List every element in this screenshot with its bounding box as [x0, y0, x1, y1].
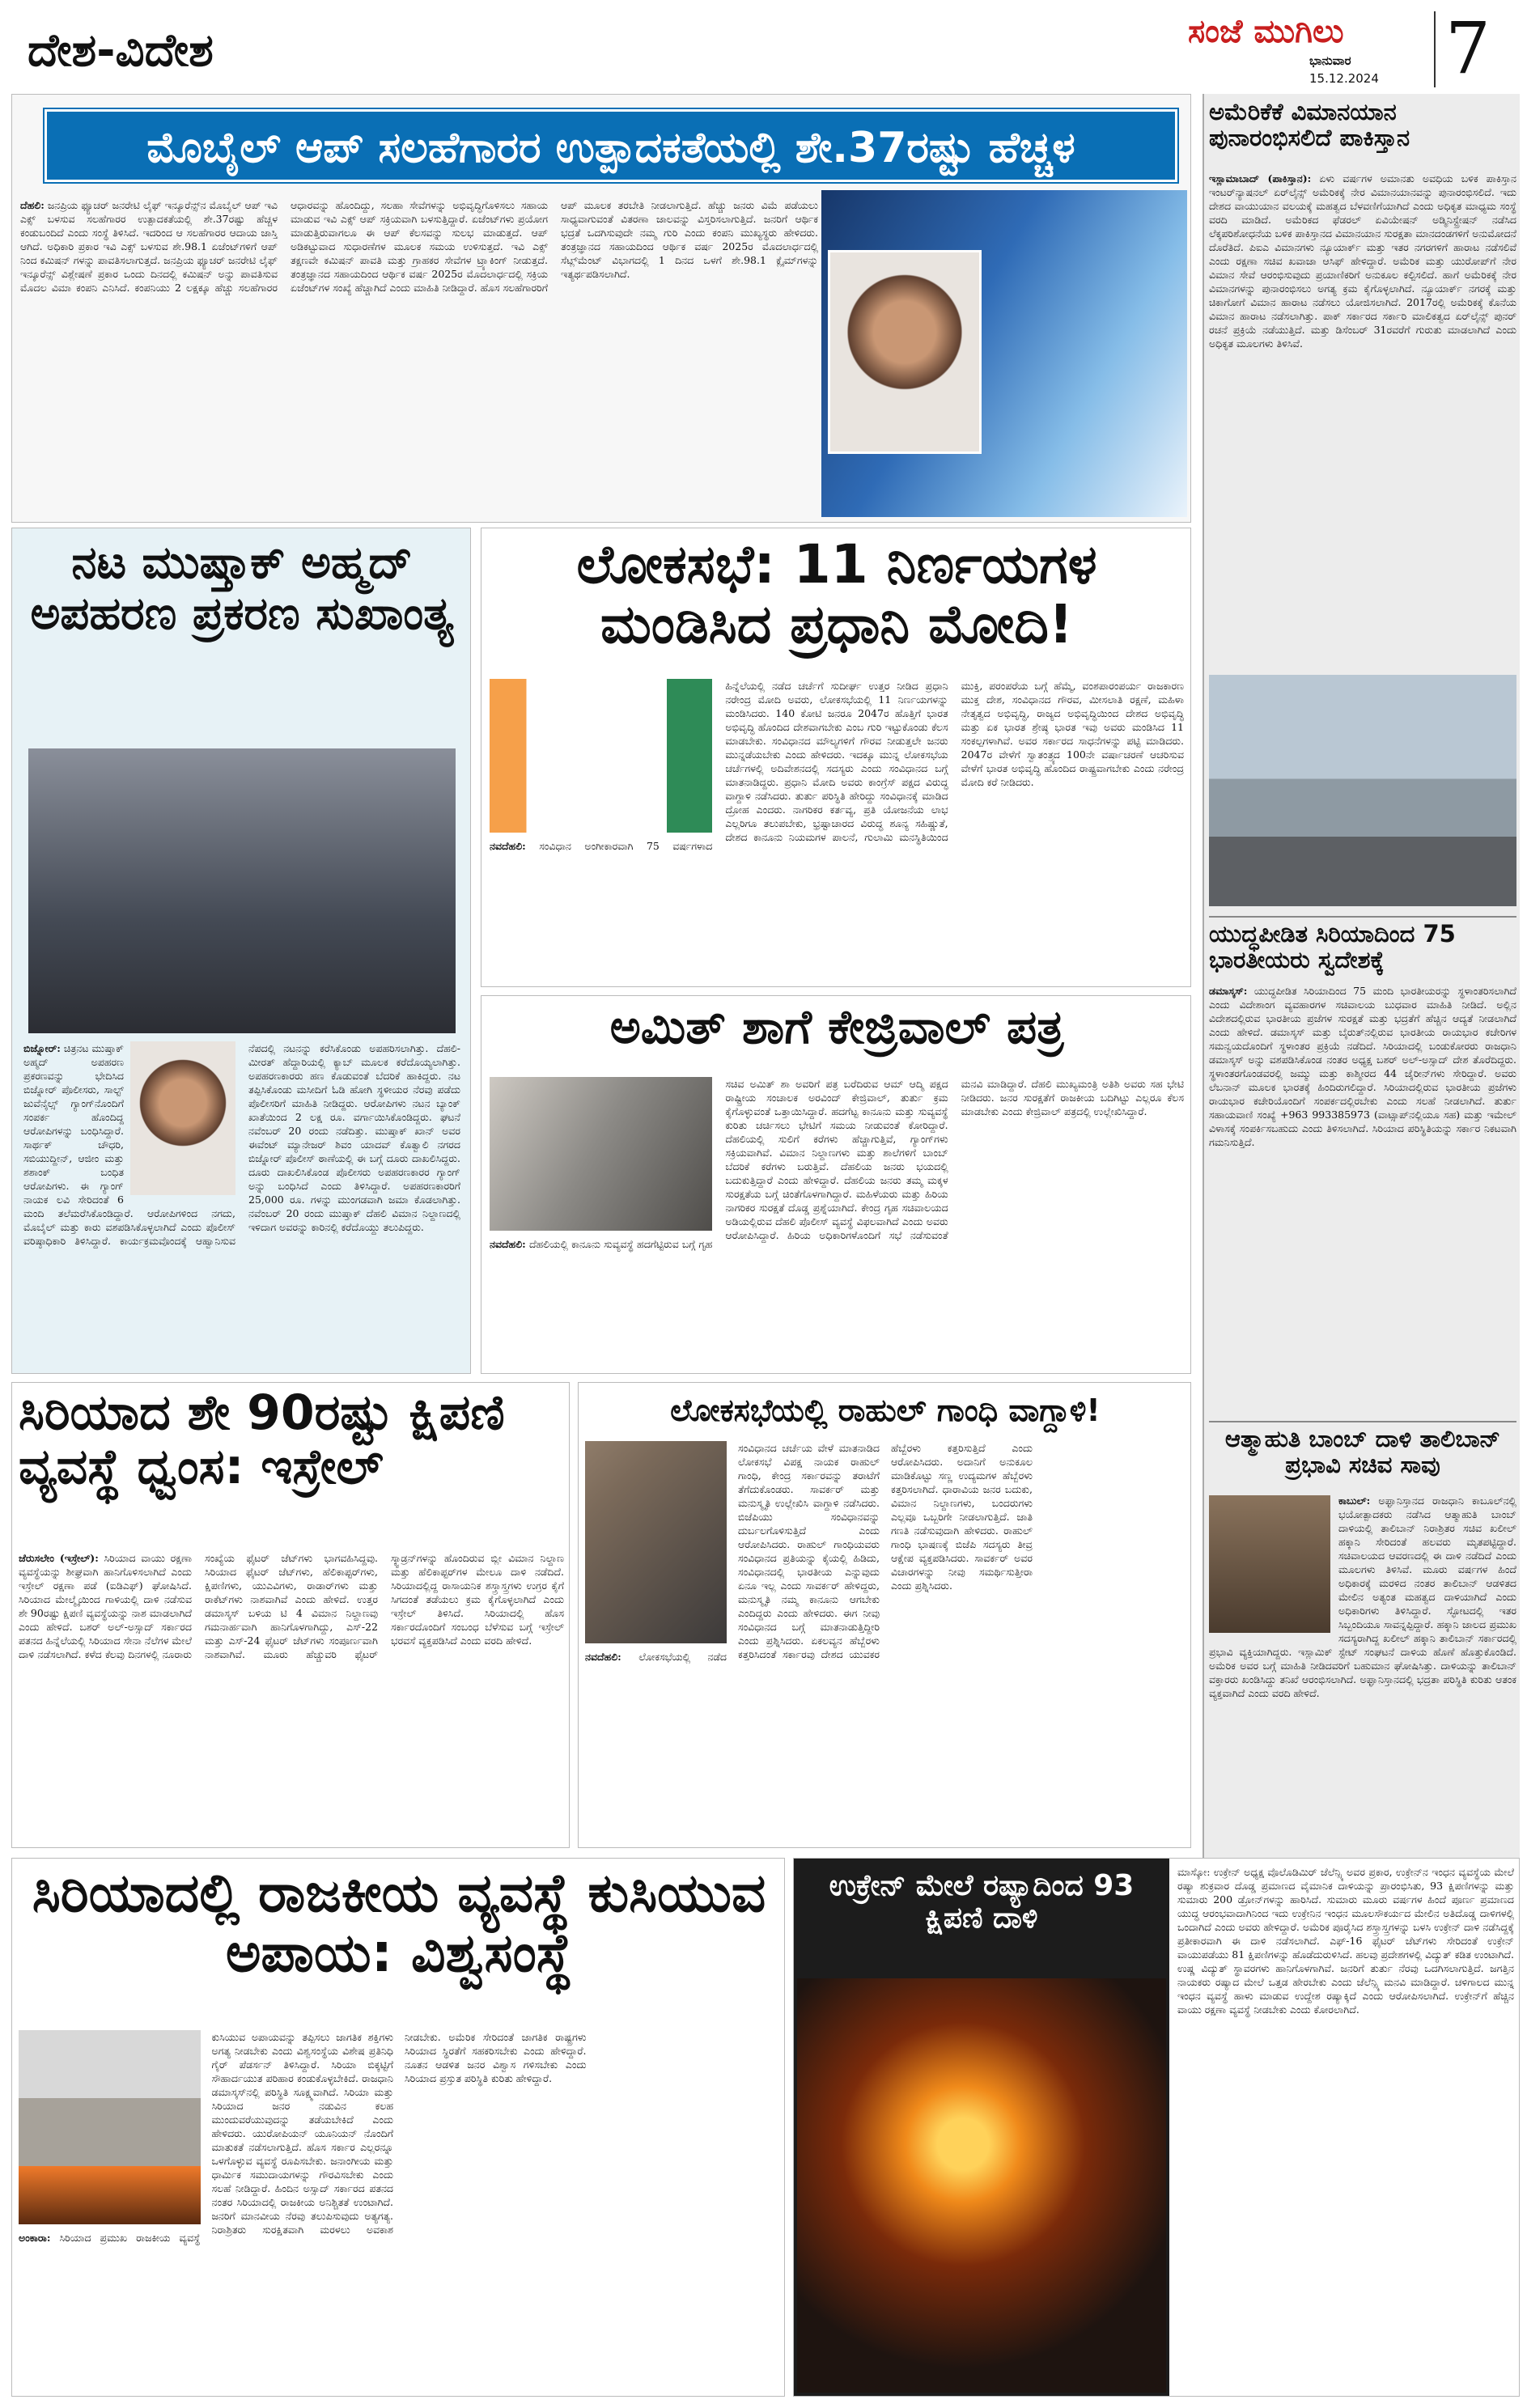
israel-body — [19, 1551, 564, 1842]
page-number: 7 — [1445, 6, 1491, 90]
headline-ukraine: ಉಕ್ರೇನ್ ಮೇಲೆ ರಷ್ಯಾದಿಂದ 93 ಕ್ಷಿಪಣಿ ದಾಳಿ — [829, 1870, 1135, 1935]
rahul-photo — [585, 1441, 727, 1643]
headline-un: ಸಿರಿಯಾದಲ್ಲಿ ರಾಜಕೀಯ ವ್ಯವಸ್ಥೆ ಕುಸಿಯುವ ಅಪಾಯ: ವಿಶ್ವಸಂಸ್ಥೆ — [32, 1863, 766, 1984]
dateline: ಕಾಬುಲ್: — [1338, 1494, 1371, 1507]
fire-photo — [797, 1978, 1166, 2393]
mushtaq-body — [23, 1041, 460, 1367]
sidebar — [1203, 94, 1520, 1858]
side-body-suicide — [1209, 1494, 1516, 1851]
side-body-syria — [1209, 984, 1516, 1413]
dateline: ನವದೆಹಲಿ: — [490, 840, 526, 852]
headline-israel: ಸಿರಿಯಾದ ಶೇ 90ರಷ್ಟು ಕ್ಷಿಪಣಿ ವ್ಯವಸ್ಥೆ ಧ್ವಂಸ: ಇಸ್ರೇಲ್ — [19, 1386, 505, 1496]
side-body-pakistan — [1209, 172, 1516, 667]
dateline: ಡಮಾಸ್ಕಸ್: — [1209, 985, 1248, 997]
story-israel — [11, 1382, 570, 1848]
minister-photo — [1209, 1495, 1330, 1633]
kejriwal-photo — [490, 1077, 712, 1231]
dateline: ಅಂಕಾರಾ: — [19, 2232, 51, 2244]
dateline: ನವದೆಹಲಿ: — [585, 1651, 621, 1663]
story-rahul — [578, 1382, 1191, 1848]
story-app — [11, 94, 1191, 523]
actor-photo — [130, 1041, 235, 1195]
section-title: ದೇಶ-ವಿದೇಶ — [28, 24, 214, 77]
rahul-text: ಲೋಕಸಭೆಯಲ್ಲಿ ನಡೆದ ಸಂವಿಧಾನದ ಚರ್ಚೆಯ ವೇಳೆ ಮಾತನಾಡಿದ ಲೋಕಸಭೆ ವಿಪಕ್ಷ ನಾಯಕ ರಾಹುಲ್ ಗಾಂಧಿ, ಕೇಂದ್ರ ಸರ್ಕಾರವನ್ನು ತರಾಟೆಗೆ ತೆಗೆದುಕೊಂಡರು. ಸಾವರ್ಕರ್ ಮತ್ತು ಮನುಸ್ಮೃತಿ ಉಲ್ಲೇಖಿಸಿ ವಾಗ್ದಾಳಿ ನಡೆಸಿದರು. ಬಿಜೆಪಿಯು ಸಂವಿಧಾನವನ್ನು ದುರ್ಬಲಗೊಳಿಸುತ್ತಿದೆ ಎಂದು ಆರೋಪಿಸಿದರು. ರಾಹುಲ್ ಗಾಂಧಿಯವರು ಸಂವಿಧಾನದ ಪ್ರತಿಯನ್ನು ಕೈಯಲ್ಲಿ ಹಿಡಿದು, ಸಂವಿಧಾನದಲ್ಲಿ ಭಾರತೀಯ ಎನ್ನುವುದು ಏನೂ ಇಲ್ಲ ಎಂದು ಸಾವರ್ಕರ್ ಹೇಳಿದ್ದರು, ಮನುಸ್ಮೃತಿ ನಮ್ಮ ಕಾನೂನು ಆಗಬೇಕು ಎಂದಿದ್ದರು ಎಂದು ಹೇಳಿದರು. ಈಗ ನೀವು ಸಂವಿಧಾನದ ಬಗ್ಗೆ ಮಾತನಾಡುತ್ತಿದ್ದೀರಿ ಎಂದು ಪ್ರಶ್ನಿಸಿದರು. ಏಕಲವ್ಯನ ಹೆಬ್ಬೆರಳು ಕತ್ತರಿಸಿದಂತೆ ಸರ್ಕಾರವು ದೇಶದ ಯುವಕರ ಹೆಬ್ಬೆರಳು ಕತ್ತರಿಸುತ್ತಿದೆ ಎಂದು ಆರೋಪಿಸಿದರು. ಅದಾನಿಗೆ ಅನುಕೂಲ ಮಾಡಿಕೊಟ್ಟು ಸಣ್ಣ ಉದ್ಯಮಗಳ ಹೆಬ್ಬೆರಳು ಕತ್ತರಿಸಲಾಗಿದೆ. ಧಾರಾವಿಯ ಜನರ ಬದುಕು, ವಿಮಾನ ನಿಲ್ದಾಣಗಳು, ಬಂದರುಗಳು ಎಲ್ಲವೂ ಒಬ್ಬರಿಗೇ ನೀಡಲಾಗುತ್ತಿದೆ. ಜಾತಿ ಗಣತಿ ನಡೆಸುವುದಾಗಿ ಹೇಳಿದರು. ರಾಹುಲ್ ಗಾಂಧಿ ಭಾಷಣಕ್ಕೆ ಬಿಜೆಪಿ ಸದಸ್ಯರು ತೀವ್ರ ಆಕ್ಷೇಪ ವ್ಯಕ್ತಪಡಿಸಿದರು. ಸಾವರ್ಕರ್ ಅವರ ವಿಚಾರಗಳನ್ನು ನೀವು ಸಮರ್ಥಿಸುತ್ತೀರಾ ಎಂದು ಪ್ರಶ್ನಿಸಿದರು. — [638, 1442, 1033, 1663]
side-text-suicide: ಅಫ್ಘಾನಿಸ್ತಾನದ ರಾಜಧಾನಿ ಕಾಬೂಲ್‌ನಲ್ಲಿ ಭಯೋತ್ಪಾದಕರು ನಡೆಸಿದ ಆತ್ಮಾಹುತಿ ಬಾಂಬ್ ದಾಳಿಯಲ್ಲಿ ತಾಲಿಬಾನ್ ನಿರಾಶ್ರಿತರ ಸಚಿವ ಖಲೀಲ್ ಹಕ್ಕಾನಿ ಸೇರಿದಂತೆ ಹಲವರು ಮೃತಪಟ್ಟಿದ್ದಾರೆ. ಸಚಿವಾಲಯದ ಆವರಣದಲ್ಲಿ ಈ ದಾಳಿ ನಡೆದಿದೆ ಎಂದು ಮೂಲಗಳು ತಿಳಿಸಿವೆ. ಮೂರು ವರ್ಷಗಳ ಹಿಂದೆ ಅಧಿಕಾರಕ್ಕೆ ಮರಳಿದ ನಂತರ ತಾಲಿಬಾನ್ ಆಡಳಿತದ ಮೇಲಿನ ಅತ್ಯಂತ ಮಹತ್ವದ ದಾಳಿಯಾಗಿದೆ ಎಂದು ಅಧಿಕಾರಿಗಳು ತಿಳಿಸಿದ್ದಾರೆ. ಸ್ಫೋಟದಲ್ಲಿ ಇತರ ಸಿಬ್ಬಂದಿಯೂ ಸಾವನ್ನಪ್ಪಿದ್ದಾರೆ. ಹಕ್ಕಾನಿ ಜಾಲದ ಪ್ರಮುಖ ಸದಸ್ಯರಾಗಿದ್ದ ಖಲೀಲ್ ಹಕ್ಕಾನಿ ತಾಲಿಬಾನ್ ಸರ್ಕಾರದಲ್ಲಿ ಪ್ರಭಾವಿ ವ್ಯಕ್ತಿಯಾಗಿದ್ದರು. ಇಸ್ಲಾಮಿಕ್ ಸ್ಟೇಟ್ ಸಂಘಟನೆ ದಾಳಿಯ ಹೊಣೆ ಹೊತ್ತುಕೊಂಡಿದೆ. ಅಮೆರಿಕ ಅವರ ಬಗ್ಗೆ ಮಾಹಿತಿ ನೀಡಿದವರಿಗೆ ಬಹುಮಾನ ಘೋಷಿಸಿತ್ತು. ದಾಳಿಯನ್ನು ತಾಲಿಬಾನ್ ವಕ್ತಾರರು ಖಂಡಿಸಿದ್ದು ತನಿಖೆ ಆರಂಭಿಸಲಾಗಿದೆ. ಅಫ್ಘಾನಿಸ್ತಾನದಲ್ಲಿ ಭದ್ರತಾ ಪರಿಸ್ಥಿತಿ ಕುರಿತು ಆತಂಕ ವ್ಯಕ್ತವಾಗಿದೆ ಎಂದು ವರದಿ ಹೇಳಿದೆ. — [1209, 1494, 1516, 1699]
side-headline-syria: ಯುದ್ಧಪೀಡಿತ ಸಿರಿಯಾದಿಂದ 75 ಭಾರತೀಯರು ಸ್ವದೇಶಕ್ಕೆ — [1209, 916, 1516, 981]
ukraine-body — [1177, 1865, 1514, 2391]
ukraine-text: ಮಾಸ್ಕೋ: ಉಕ್ರೇನ್ ಅಧ್ಯಕ್ಷ ವೊಲೊಡಿಮಿರ್ ಜೆಲೆನ್ಸ್ಕಿ ಅವರ ಪ್ರಕಾರ, ಉಕ್ರೇನ್‌ನ ಇಂಧನ ವ್ಯವಸ್ಥೆಯ ಮೇಲೆ ರಷ್ಯಾ ಶುಕ್ರವಾರ ದೊಡ್ಡ ಪ್ರಮಾಣದ ವೈಮಾನಿಕ ದಾಳಿಯನ್ನು ಪ್ರಾರಂಭಿಸಿತು, 93 ಕ್ಷಿಪಣಿಗಳನ್ನು ಮತ್ತು ಸುಮಾರು 200 ಡ್ರೋನ್‌ಗಳನ್ನು ಹಾರಿಸಿದೆ. ಸುಮಾರು ಮೂರು ವರ್ಷಗಳ ಹಿಂದೆ ಪೂರ್ಣ ಪ್ರಮಾಣದ ಯುದ್ಧ ಆರಂಭವಾದಾಗಿನಿಂದ ಇದು ಉಕ್ರೇನಿನ ಇಂಧನ ಮೂಲಸೌಕರ್ಯದ ಮೇಲಿನ ಅತಿದೊಡ್ಡ ದಾಳಿಗಳಲ್ಲಿ ಒಂದಾಗಿದೆ ಎಂದು ಅವರು ಹೇಳಿದ್ದಾರೆ. ಅಮೆರಿಕ ಪೂರೈಸಿದ ಶಸ್ತ್ರಾಸ್ತ್ರಗಳನ್ನು ಬಳಸಿ ಉಕ್ರೇನ್ ದಾಳಿ ನಡೆಸಿದ್ದಕ್ಕೆ ಪ್ರತೀಕಾರವಾಗಿ ಈ ದಾಳಿ ನಡೆಸಲಾಗಿದೆ. ಎಫ್-16 ಫೈಟರ್ ಜೆಟ್‌ಗಳು ಸೇರಿದಂತೆ ಉಕ್ರೇನ್ ವಾಯುಪಡೆಯು 81 ಕ್ಷಿಪಣಿಗಳನ್ನು ಹೊಡೆದುರುಳಿಸಿದೆ. ಹಲವು ಪ್ರದೇಶಗಳಲ್ಲಿ ವಿದ್ಯುತ್ ಕಡಿತ ಉಂಟಾಗಿದೆ. ಉಷ್ಣ ವಿದ್ಯುತ್ ಸ್ಥಾವರಗಳು ಹಾನಿಗೊಳಗಾಗಿವೆ. ಜನರಿಗೆ ತುರ್ತು ನೆರವು ಒದಗಿಸಲಾಗುತ್ತಿದೆ. ಜಗತ್ತಿನ ನಾಯಕರು ರಷ್ಯಾದ ಮೇಲೆ ಒತ್ತಡ ಹೇರಬೇಕು ಎಂದು ಜೆಲೆನ್ಸ್ಕಿ ಮನವಿ ಮಾಡಿದ್ದಾರೆ. ಚಳಿಗಾಲದ ಮುನ್ನ ಇಂಧನ ವ್ಯವಸ್ಥೆ ಹಾಳು ಮಾಡುವ ಉದ್ದೇಶ ರಷ್ಯಾಕ್ಕಿದೆ ಎಂದು ಆರೋಪಿಸಲಾಗಿದೆ. ಉಕ್ರೇನ್‌ಗೆ ಹೆಚ್ಚಿನ ವಾಯು ರಕ್ಷಣಾ ವ್ಯವಸ್ಥೆ ನೀಡಬೇಕು ಎಂದು ಕೋರಲಾಗಿದೆ. — [1177, 1866, 1514, 2016]
side-headline-suicide: ಆತ್ಮಾಹುತಿ ಬಾಂಬ್ ದಾಳಿ ತಾಲಿಬಾನ್ ಪ್ರಭಾವಿ ಸಚಿವ ಸಾವು — [1209, 1421, 1516, 1489]
ukraine-photo-block — [794, 1859, 1169, 2397]
masthead-divider — [1434, 11, 1436, 87]
story-modi — [481, 528, 1191, 987]
headline-modi: ಲೋಕಸಭೆ: 11 ನಿರ್ಣಯಗಳ ಮಂಡಿಸಿದ ಪ್ರಧಾನಿ ಮೋದಿ! — [576, 535, 1097, 655]
masthead — [1188, 6, 1520, 91]
dateline: ಬಿಜ್ನೋರ್: — [23, 1042, 61, 1054]
headline-kejriwal: ಅಮಿತ್ ಶಾಗೆ ಕೇಜ್ರಿವಾಲ್ ಪತ್ರ — [609, 1001, 1064, 1054]
headline-mushtaq: ನಟ ಮುಷ್ತಾಕ್ ಅಹ್ಮದ್ ಅಪಹರಣ ಪ್ರಕರಣ ಸುಖಾಂತ್ಯ — [30, 538, 454, 640]
kejriwal-body — [490, 1077, 1184, 1367]
dateline: ಜೆರುಸಲೇಂ (ಇಸ್ರೇಲ್): — [19, 1552, 99, 1564]
headline-rahul: ಲೋಕಸಭೆಯಲ್ಲಿ ರಾಹುಲ್ ಗಾಂಧಿ ವಾಗ್ದಾಳಿ! — [670, 1393, 1101, 1428]
story-ukraine — [793, 1858, 1520, 2397]
israel-text: ಸಿರಿಯಾದ ವಾಯು ರಕ್ಷಣಾ ವ್ಯವಸ್ಥೆಯನ್ನು ಶೀಘ್ರವಾಗಿ ಹಾನಿಗೊಳಿಸಲಾಗಿದೆ ಎಂದು ಇಸ್ರೇಲ್ ರಕ್ಷಣಾ ಪಡೆ (ಐಡಿಎಫ್) ಘೋಷಿಸಿದೆ. ಸಿರಿಯಾದ ಮೇಲ್ಮೈಯಿಂದ ಗಾಳಿಯಲ್ಲಿ ದಾಳಿ ನಡೆಸುವ ಶೇ 90ರಷ್ಟು ಕ್ಷಿಪಣಿ ವ್ಯವಸ್ಥೆಯನ್ನು ನಾಶ ಮಾಡಲಾಗಿದೆ ಎಂದು ಹೇಳಿದೆ. ಬಶರ್ ಅಲ್-ಅಸ್ಸಾದ್ ಸರ್ಕಾರದ ಪತನದ ಹಿನ್ನೆಲೆಯಲ್ಲಿ ಸಿರಿಯಾದ ಸೇನಾ ನೆಲೆಗಳ ಮೇಲೆ ದಾಳಿ ನಡೆಸಲಾಗಿದೆ. ಕಳೆದ ಕೆಲವು ದಿನಗಳಲ್ಲಿ ನೂರಾರು ಸಂಖ್ಯೆಯ ಫೈಟರ್ ಜೆಟ್‌ಗಳು ಭಾಗವಹಿಸಿದ್ದವು. ಸಿರಿಯಾದ ಫೈಟರ್ ಜೆಟ್‌ಗಳು, ಹೆಲಿಕಾಪ್ಟರ್‌ಗಳು, ಕ್ಷಿಪಣಿಗಳು, ಯುಎವಿಗಳು, ರಾಡಾರ್‌ಗಳು ಮತ್ತು ರಾಕೆಟ್‌ಗಳು ನಾಶವಾಗಿವೆ ಎಂದು ಹೇಳಿದೆ. ಉತ್ತರ ಡಮಾಸ್ಕಸ್ ಬಳಿಯ ಟಿ 4 ವಿಮಾನ ನಿಲ್ದಾಣವು ಗಮನಾರ್ಹವಾಗಿ ಹಾನಿಗೊಳಗಾಗಿದ್ದು, ಎಸ್-22 ಮತ್ತು ಎಸ್-24 ಫೈಟರ್ ಜೆಟ್‌ಗಳು ಸಂಪೂರ್ಣವಾಗಿ ನಾಶವಾಗಿವೆ. ಮೂರು ಹೆಚ್ಚುವರಿ ಫೈಟರ್ ಸ್ಕ್ವಾಡ್ರನ್‌ಗಳನ್ನು ಹೊಂದಿರುವ ಬ್ಲೀ ವಿಮಾನ ನಿಲ್ದಾಣ ಮತ್ತು ಹೆಲಿಕಾಪ್ಟರ್‌ಗಳ ಮೇಲೂ ದಾಳಿ ನಡೆದಿದೆ. ಸಿರಿಯಾದಲ್ಲಿದ್ದ ರಾಸಾಯನಿಕ ಶಸ್ತ್ರಾಸ್ತ್ರಗಳು ಉಗ್ರರ ಕೈಗೆ ಸಿಗದಂತೆ ತಡೆಯಲು ಕ್ರಮ ಕೈಗೊಳ್ಳಲಾಗಿದೆ ಎಂದು ಇಸ್ರೇಲ್ ತಿಳಿಸಿದೆ. ಸಿರಿಯಾದಲ್ಲಿ ಹೊಸ ಸರ್ಕಾರದೊಂದಿಗೆ ಸಂಬಂಧ ಬೆಳೆಸುವ ಬಗ್ಗೆ ಇಸ್ರೇಲ್ ಭರವಸೆ ವ್ಯಕ್ತಪಡಿಸಿದೆ ಎಂದು ವರದಿ ಹೇಳಿದೆ. — [19, 1552, 564, 1660]
dateline: ಇಸ್ಲಾಮಾಬಾದ್ (ಪಾಕಿಸ್ತಾನ): — [1209, 172, 1312, 184]
story-un — [11, 1858, 785, 2397]
story-app-body — [20, 198, 818, 515]
executive-portrait — [828, 250, 982, 454]
modi-text: ಸಂವಿಧಾನ ಅಂಗೀಕಾರವಾಗಿ 75 ವರ್ಷಗಳಾದ ಹಿನ್ನೆಲೆಯಲ್ಲಿ ನಡೆದ ಚರ್ಚೆಗೆ ಸುದೀರ್ಘ ಉತ್ತರ ನೀಡಿದ ಪ್ರಧಾನಿ ನರೇಂದ್ರ ಮೋದಿ ಅವರು, ಲೋಕಸಭೆಯಲ್ಲಿ 11 ನಿರ್ಣಯಗಳನ್ನು ಮಂಡಿಸಿದರು. 140 ಕೋಟಿ ಜನರೂ 2047ರ ಹೊತ್ತಿಗೆ ಭಾರತ ಅಭಿವೃದ್ಧಿ ಹೊಂದಿದ ದೇಶವಾಗಬೇಕು ಎಂಬ ಗುರಿ ಇಟ್ಟುಕೊಂಡು ಕೆಲಸ ಮಾಡಬೇಕು. ಸಂವಿಧಾನದ ಮೌಲ್ಯಗಳಿಗೆ ಗೌರವ ನೀಡುತ್ತಲೇ ಜನರು ಮುನ್ನಡೆಯಬೇಕು ಎಂದು ಹೇಳಿದರು. ಇದಕ್ಕೂ ಮುನ್ನ ಲೋಕಸಭೆಯ ಚರ್ಚೆಗಳಲ್ಲಿ ಅದಿವೇಶನದಲ್ಲಿ ಸದಸ್ಯರು ಎಂದು ಸಂವಿಧಾನದ ಬಗ್ಗೆ ಮಾತನಾಡಿದ್ದರು. ಪ್ರಧಾನಿ ಮೋದಿ ಅವರು ಕಾಂಗ್ರೆಸ್‌ ಪಕ್ಷದ ವಿರುದ್ಧ ವಾಗ್ದಾಳಿ ನಡೆಸಿದರು. ತುರ್ತು ಪರಿಸ್ಥಿತಿ ಹೇರಿದ್ದು ಸಂವಿಧಾನಕ್ಕೆ ಮಾಡಿದ ದ್ರೋಹ ಎಂದರು. ನಾಗರಿಕರ ಕರ್ತವ್ಯ, ಪ್ರತಿ ಯೋಜನೆಯ ಲಾಭ ಎಲ್ಲರಿಗೂ ತಲುಪಬೇಕು, ಭ್ರಷ್ಟಾಚಾರದ ವಿರುದ್ಧ ಶೂನ್ಯ ಸಹಿಷ್ಣುತೆ, ದೇಶದ ಕಾನೂನು ನಿಯಮಗಳ ಪಾಲನೆ, ಗುಲಾಮಿ ಮನಸ್ಥಿತಿಯಿಂದ ಮುಕ್ತಿ, ಪರಂಪರೆಯ ಬಗ್ಗೆ ಹೆಮ್ಮೆ, ವಂಶಪಾರಂಪರ್ಯ ರಾಜಕಾರಣ ಮುಕ್ತ ದೇಶ, ಸಂವಿಧಾನದ ಗೌರವ, ಮೀಸಲಾತಿ ರಕ್ಷಣೆ, ಮಹಿಳಾ ನೇತೃತ್ವದ ಅಭಿವೃದ್ಧಿ, ರಾಜ್ಯದ ಅಭಿವೃದ್ಧಿಯಿಂದ ದೇಶದ ಅಭಿವೃದ್ಧಿ ಮತ್ತು ಏಕ ಭಾರತ ಶ್ರೇಷ್ಠ ಭಾರತ ಇವು ಅವರು ಮಂಡಿಸಿದ 11 ಸಂಕಲ್ಪಗಳಾಗಿವೆ. ಅವರ ಸರ್ಕಾರದ ಸಾಧನೆಗಳನ್ನು ಪಟ್ಟಿ ಮಾಡಿದರು. 2047ರ ವೇಳೆಗೆ ಸ್ವಾತಂತ್ರ್ಯದ 100ನೇ ವರ್ಷಾಚರಣೆ ಆಚರಿಸುವ ವೇಳೆಗೆ ಭಾರತ ಅಭಿವೃದ್ಧಿ ಹೊಂದಿದ ರಾಷ್ಟ್ರವಾಗಬೇಕು ಎಂದು ನರೇಂದ್ರ ಮೋದಿ ಕರೆ ನೀಡಿದರು. — [539, 680, 1184, 852]
side-text-pakistan: ಏಳು ವರ್ಷಗಳ ಅಮಾನತು ಅವಧಿಯ ಬಳಿಕ ಪಾಕಿಸ್ತಾನ ಇಂಟರ್‌ನ್ಯಾಷನಲ್ ಏರ್‌ಲೈನ್ಸ್ ಅಮೆರಿಕಕ್ಕೆ ನೇರ ವಿಮಾನಯಾನವನ್ನು ಪುನಾರಂಭಿಸಲಿದೆ. ಇದು ದೇಶದ ವಾಯುಯಾನ ವಲಯಕ್ಕೆ ಮಹತ್ವದ ಬೆಳವಣಿಗೆಯಾಗಿದೆ ಎಂದು ಅಧಿಕೃತ ಮಾಧ್ಯಮ ಸಂಸ್ಥೆ ವರದಿ ಮಾಡಿದೆ. ಅಮೆರಿಕದ ಫೆಡರಲ್ ಏವಿಯೇಷನ್ ಅಡ್ಮಿನಿಸ್ಟ್ರೇಷನ್ ನಡೆಸಿದ ಲೆಕ್ಕಪರಿಶೋಧನೆಯ ಬಳಿಕ ಪಾಕಿಸ್ತಾನದ ವಿಮಾನಯಾನ ಸುರಕ್ಷತಾ ಮಾನದಂಡಗಳಿಗೆ ಅನುಮೋದನೆ ದೊರೆತಿದೆ. ಪಿಐಎ ವಿಮಾನಗಳು ನ್ಯೂಯಾರ್ಕ್ ಮತ್ತು ಇತರ ನಗರಗಳಿಗೆ ಹಾರಾಟ ನಡೆಸಲಿವೆ ಎಂದು ರಕ್ಷಣಾ ಸಚಿವ ಖವಾಜಾ ಆಸಿಫ್ ಹೇಳಿದ್ದಾರೆ. ಅಮೆರಿಕ ಮತ್ತು ಯುರೋಪ್‌ಗೆ ನೇರ ವಿಮಾನ ಸೇವೆ ಆರಂಭಿಸುವುದು ಪ್ರಯಾಣಿಕರಿಗೆ ಅನುಕೂಲ ಕಲ್ಪಿಸಲಿದೆ. ಹಾಗೆ ಅಮೆರಿಕಕ್ಕೆ ನೇರ ವಿಮಾನಗಳನ್ನು ಪುನಾರಂಭಿಸಲು ಅಗತ್ಯ ಕ್ರಮ ಕೈಗೊಳ್ಳಲಾಗಿದೆ. ನ್ಯೂಯಾರ್ಕ್ ನಗರಕ್ಕೆ ಮತ್ತು ಚಿಕಾಗೋಗೆ ವಿಮಾನ ಹಾರಾಟ ನಡೆಸಲು ಯೋಜಿಸಲಾಗಿದೆ. 2017ರಲ್ಲಿ ಅಮೆರಿಕಕ್ಕೆ ಕೊನೆಯ ವಿಮಾನ ಹಾರಾಟ ನಡೆಸಲಾಗಿತ್ತು. ಪಾಕ್ ಸರ್ಕಾರದ ಸರ್ಕಾರಿ ಮಾಲಿಕತ್ವದ ಏರ್‌ಲೈನ್ಸ್ ಪುನರ್ ರಚನೆ ಪ್ರಕ್ರಿಯೆ ನಡೆಯುತ್ತಿದೆ. ಮತ್ತು ಡಿಸೆಂಬರ್ 31ರವರೆಗೆ ಗುರುತು ಮಾಡಲಾಗಿದೆ ಎಂದು ಅಧಿಕೃತ ಮೂಲಗಳು ತಿಳಿಸಿವೆ. — [1209, 172, 1516, 350]
banner-headline: ಮೊಬೈಲ್ ಆಪ್ ಸಲಹೆಗಾರರ ಉತ್ಪಾದಕತೆಯಲ್ಲಿ ಶೇ.37ರಷ್ಟು ಹೆಚ್ಚಳ — [45, 109, 1177, 182]
story-mushtaq — [11, 528, 471, 1374]
dateline: ದೆಹಲಿ: — [20, 199, 45, 211]
mushtaq-text: ಚಿತ್ರನಟ ಮುಷ್ತಾಕ್ ಅಹ್ಮದ್ ಅಪಹರಣ ಪ್ರಕರಣವನ್ನು ಭೇದಿಸಿದ ಬಿಜ್ನೋರ್ ಪೊಲೀಸರು, ಸಾಲ್ಟ್ ಜುವೆನೈಲ್ಸ್ ಗ್ಯಾಂಗ್‌ನೊಂದಿಗೆ ಸಂಪರ್ಕ ಹೊಂದಿದ್ದ ಆರೋಪಿಗಳನ್ನು ಬಂಧಿಸಿದ್ದಾರೆ. ಸಾರ್ಥಕ್ ಚೌಧರಿ, ಸಬಿಯುದ್ದೀನ್, ಆಜೀಂ ಮತ್ತು ಶಶಾಂಕ್ ಬಂಧಿತ ಆರೋಪಿಗಳು. ಈ ಗ್ಯಾಂಗ್ ನಾಯಕ ಲವಿ ಸೇರಿದಂತೆ 6 ಮಂದಿ ತಲೆಮರೆಸಿಕೊಂಡಿದ್ದಾರೆ. ಆರೋಪಿಗಳಿಂದ ನಗದು, ಮೊಬೈಲ್ ಮತ್ತು ಕಾರು ವಶಪಡಿಸಿಕೊಳ್ಳಲಾಗಿದೆ ಎಂದು ಪೊಲೀಸ್ ವರಿಷ್ಠಾಧಿಕಾರಿ ತಿಳಿಸಿದ್ದಾರೆ. ಕಾರ್ಯಕ್ರಮವೊಂದಕ್ಕೆ ಆಹ್ವಾನಿಸುವ ನೆಪದಲ್ಲಿ ನಟನನ್ನು ಕರೆಸಿಕೊಂಡು ಅಪಹರಿಸಲಾಗಿತ್ತು. ದೆಹಲಿ-ಮೀರತ್ ಹೆದ್ದಾರಿಯಲ್ಲಿ ಕ್ಯಾಬ್ ಮೂಲಕ ಕರೆದೊಯ್ಯಲಾಗಿತ್ತು. ಅಪಹರಣಕಾರರು ಹಣ ಕೊಡುವಂತೆ ಬೆದರಿಕೆ ಹಾಕಿದ್ದರು. ನಟ ತಪ್ಪಿಸಿಕೊಂಡು ಮಸೀದಿಗೆ ಓಡಿ ಹೋಗಿ ಸ್ಥಳೀಯರ ನೆರವು ಪಡೆದು ಪೊಲೀಸರಿಗೆ ಮಾಹಿತಿ ನೀಡಿದ್ದರು. ಆರೋಪಿಗಳು ನಟನ ಬ್ಯಾಂಕ್ ಖಾತೆಯಿಂದ 2 ಲಕ್ಷ ರೂ. ವರ್ಗಾಯಿಸಿಕೊಂಡಿದ್ದರು. ಘಟನೆ ನವೆಂಬರ್ 20 ರಂದು ನಡೆದಿತ್ತು. ಮುಷ್ತಾಕ್ ಖಾನ್ ಅವರ ಈವೆಂಟ್ ಮ್ಯಾನೇಜರ್ ಶಿವಂ ಯಾದವ್ ಕೊತ್ವಾಲಿ ನಗರದ ಬಿಜ್ನೋರ್ ಪೊಲೀಸ್ ಠಾಣೆಯಲ್ಲಿ ಈ ಬಗ್ಗೆ ದೂರು ದಾಖಲಿಸಿದ್ದರು. ದೂರು ದಾಖಲಿಸಿಕೊಂಡ ಪೊಲೀಸರು ಅಪಹರಣಕಾರರ ಗ್ಯಾಂಗ್ ಅನ್ನು ಬಂಧಿಸಿದೆ ಎಂದು ತಿಳಿಸಿದ್ದಾರೆ. ಅಪಹರಣಕಾರರಿಗೆ 25,000 ರೂ. ಗಳನ್ನು ಮುಂಗಡವಾಗಿ ಜಮಾ ಕೊಡಲಾಗಿತ್ತು. ನವೆಂಬರ್ 20 ರಂದು ಮುಷ್ತಾಕ್ ದೆಹಲಿ ವಿಮಾನ ನಿಲ್ದಾಣದಲ್ಲಿ ಇಳಿದಾಗ ಅವರನ್ನು ಕಾರಿನಲ್ಲಿ ಕರೆದೊಯ್ದು ತಲುಪಿದ್ದರು. — [23, 1042, 460, 1247]
dateline: ನವದೆಹಲಿ: — [490, 1238, 526, 1250]
syria-photo — [19, 2030, 201, 2224]
kejriwal-text: ದೆಹಲಿಯಲ್ಲಿ ಕಾನೂನು ಸುವ್ಯವಸ್ಥೆ ಹದಗೆಟ್ಟಿರುವ ಬಗ್ಗೆ ಗೃಹ ಸಚಿವ ಅಮಿತ್ ಶಾ ಅವರಿಗೆ ಪತ್ರ ಬರೆದಿರುವ ಆಮ್ ಆದ್ಮಿ ಪಕ್ಷದ ರಾಷ್ಟ್ರೀಯ ಸಂಚಾಲಕ ಅರವಿಂದ್ ಕೇಜ್ರಿವಾಲ್, ತುರ್ತು ಕ್ರಮ ಕೈಗೊಳ್ಳುವಂತೆ ಒತ್ತಾಯಿಸಿದ್ದಾರೆ. ಹದಗೆಟ್ಟ ಕಾನೂನು ಮತ್ತು ಸುವ್ಯವಸ್ಥೆ ಕುರಿತು ಚರ್ಚಿಸಲು ಭೇಟಿಗೆ ಸಮಯ ನೀಡುವಂತೆ ಕೋರಿದ್ದಾರೆ. ದೆಹಲಿಯಲ್ಲಿ ಸುಲಿಗೆ ಕರೆಗಳು ಹೆಚ್ಚಾಗುತ್ತಿವೆ, ಗ್ಯಾಂಗ್‌ಗಳು ಸಕ್ರಿಯವಾಗಿವೆ. ವಿಮಾನ ನಿಲ್ದಾಣಗಳು ಮತ್ತು ಶಾಲೆಗಳಿಗೆ ಬಾಂಬ್ ಬೆದರಿಕೆ ಕರೆಗಳು ಬರುತ್ತಿವೆ. ದೆಹಲಿಯ ಜನರು ಭಯದಲ್ಲಿ ಬದುಕುತ್ತಿದ್ದಾರೆ ಎಂದು ಹೇಳಿದ್ದಾರೆ. ದೆಹಲಿಯ ಜನರು ತಮ್ಮ ಮಕ್ಕಳ ಸುರಕ್ಷತೆಯ ಬಗ್ಗೆ ಚಿಂತೆಗೊಳಗಾಗಿದ್ದಾರೆ. ಮಹಿಳೆಯರು ಮತ್ತು ಹಿರಿಯ ನಾಗರಿಕರ ಸುರಕ್ಷತೆ ದೊಡ್ಡ ಪ್ರಶ್ನೆಯಾಗಿದೆ. ಕೇಂದ್ರ ಗೃಹ ಸಚಿವಾಲಯದ ಅಡಿಯಲ್ಲಿರುವ ದೆಹಲಿ ಪೊಲೀಸ್ ವ್ಯವಸ್ಥೆ ವಿಫಲವಾಗಿದೆ ಎಂದು ಅವರು ಆರೋಪಿಸಿದ್ದಾರೆ. ಹಿರಿಯ ಅಧಿಕಾರಿಗಳೊಂದಿಗೆ ಸಭೆ ನಡೆಸುವಂತೆ ಮನವಿ ಮಾಡಿದ್ದಾರೆ. ದೆಹಲಿ ಮುಖ್ಯಮಂತ್ರಿ ಅತಿಶಿ ಅವರು ಸಹ ಭೇಟಿ ನೀಡಿದರು. ಜನರ ಸುರಕ್ಷತೆಗೆ ರಾಜಕೀಯ ಬದಿಗಿಟ್ಟು ಎಲ್ಲರೂ ಕೆಲಸ ಮಾಡಬೇಕು ಎಂದು ಕೇಜ್ರಿವಾಲ್ ಪತ್ರದಲ್ಲಿ ಉಲ್ಲೇಖಿಸಿದ್ದಾರೆ. — [528, 1078, 1184, 1250]
issue-date: 15.12.2024 — [1309, 71, 1379, 86]
issue-day: ಭಾನುವಾರ — [1309, 53, 1351, 68]
un-body — [19, 2030, 779, 2391]
pia-plane-photo — [1209, 675, 1516, 906]
story-app-text: ಜನಪ್ರಿಯ ಫ್ಯೂಚರ್ ಜನರೇಟಿ ಲೈಫ್ ಇನ್ಶೂರೆನ್ಸ್‌ನ ಮೊಬೈಲ್ ಆಪ್ ಇವಿ ಎಕ್ಸ್‌ ಬಳಸುವ ಸಲಹೆಗಾರರ ಉತ್ಪಾದಕತೆಯಲ್ಲಿ ಶೇ.37ರಷ್ಟು ಹೆಚ್ಚಳ ಕಂಡುಬಂದಿದೆ ಎಂದು ಸಂಸ್ಥೆ ತಿಳಿಸಿದೆ. ಇದರಿಂದ ಆ ಸಲಹೆಗಾರರ ಆದಾಯ ಜಾಸ್ತಿ ಆಗಿದೆ. ಅಧಿಕಾರಿ ಪ್ರಕಾರ ಇವಿ ಎಕ್ಸ್‌ ಬಳಸುವ ಶೇ.98.1 ಏಜೆಂಟ್‌ಗಳಿಗೆ ಆಪ್‌ ನಿಂದ ಕಮಿಷನ್‌ ಗಳನ್ನು ಪಾವತಿಸಲಾಗುತ್ತದೆ. ಜನಪ್ರಿಯ ಫ್ಯೂಚರ್ ಜನರೇಟಿ ಲೈಫ್ ಇನ್ಶೂರೆನ್ಸ್ ವಿಶ್ಲೇಷಣೆ ಪ್ರಕಾರ ಒಂದು ದಿನದಲ್ಲಿ ಕಮಿಷನ್ ಅನ್ನು ಪಾವತಿಸುವ ಮೊದಲ ವಿಮಾ ಕಂಪನಿ ಎನಿಸಿದೆ. ಕಂಪನಿಯು 2 ಲಕ್ಷಕ್ಕೂ ಹೆಚ್ಚು ಸಲಹೆಗಾರರ ಆಧಾರವನ್ನು ಹೊಂದಿದ್ದು, ಸಲಹಾ ಸೇವೆಗಳನ್ನು ಅಭಿವೃದ್ಧಿಗೊಳಿಸಲು ಸಹಾಯ ಮಾಡುವ ಇವಿ ಎಕ್ಸ್‌ ಆಪ್ ಸಕ್ರಿಯವಾಗಿ ಬಳಸುತ್ತಿದ್ದಾರೆ. ಏಜೆಂಟ್‌ಗಳು ಪ್ರಯೋಗ ಮಾಡುತ್ತಿರುವಾಗಲೂ ಈ ಆಪ್ ಕೆಲಸವನ್ನು ಸುಲಭ ಮಾಡುತ್ತದೆ. ಆಪ್ ಅಡಿಕಟ್ಟುವಾದ ಸುಧಾರಣೆಗಳ ಮೂಲಕ ಸಮಯ ಉಳಿಸುತ್ತದೆ. ಇವಿ ಎಕ್ಸ್ ತಕ್ಷಣವೇ ಕಮಿಷನ್ ಪಾವತಿ ಮತ್ತು ಗ್ರಾಹಕರ ಸೇವೆಗಳ ಟ್ರ್ಯಾಕಿಂಗ್ ನೀಡುತ್ತದೆ. ತಂತ್ರಜ್ಞಾನದ ಸಹಾಯದಿಂದ ಆರ್ಥಿಕ ವರ್ಷ 2025ರ ಮೊದಲಾರ್ಧದಲ್ಲಿ ಸಕ್ರಿಯ ಏಜೆಂಟ್‌ಗಳ ಸಂಖ್ಯೆ ಹೆಚ್ಚಾಗಿದೆ ಎಂದು ಮಾಹಿತಿ ನೀಡಿದ್ದಾರೆ. ಹೊಸ ಸಲಹೆಗಾರರಿಗೆ ಆಪ್ ಮೂಲಕ ತರಬೇತಿ ನೀಡಲಾಗುತ್ತಿದೆ. ಹೆಚ್ಚು ಜನರು ವಿಮೆ ಪಡೆಯಲು ಸಾಧ್ಯವಾಗುವಂತೆ ವಿತರಣಾ ಜಾಲವನ್ನು ವಿಸ್ತರಿಸಲಾಗುತ್ತಿದೆ. ಜನರಿಗೆ ಆರ್ಥಿಕ ಭದ್ರತೆ ಒದಗಿಸುವುದೇ ನಮ್ಮ ಗುರಿ ಎಂದು ಕಂಪನಿ ಮುಖ್ಯಸ್ಥರು ಹೇಳಿದರು. ತಂತ್ರಜ್ಞಾನದ ಸಹಾಯದಿಂದ ಆರ್ಥಿಕ ವರ್ಷ 2025ರ ಮೊದಲಾರ್ಧದಲ್ಲಿ ಸೆಟ್ಲ್‌ಮೆಂಟ್ ವಿಭಾಗದಲ್ಲಿ 1 ದಿನದ ಒಳಗೆ ಶೇ.98.1 ಕ್ಲೈಮ್‌ಗಳನ್ನು ಇತ್ಯರ್ಥಪಡಿಸಲಾಗಿದೆ. — [20, 199, 818, 294]
tech-photo — [821, 190, 1187, 517]
rahul-body — [585, 1441, 1186, 1842]
side-headline-pakistan: ಅಮೆರಿಕೆಕೆ ವಿಮಾನಯಾನ ಪುನಾರಂಭಿಸಲಿದೆ ಪಾಕಿಸ್ತಾನ — [1209, 99, 1410, 152]
modi-photo — [490, 679, 712, 833]
modi-body — [490, 679, 1184, 980]
arrest-photo — [28, 748, 456, 1033]
un-text: ಸಿರಿಯಾದ ಪ್ರಮುಖ ರಾಜಕೀಯ ವ್ಯವಸ್ಥೆ ಕುಸಿಯುವ ಅಪಾಯವನ್ನು ತಪ್ಪಿಸಲು ಜಾಗತಿಕ ಶಕ್ತಿಗಳು ಅಗತ್ಯ ನೀಡಬೇಕು ಎಂದು ವಿಶ್ವಸಂಸ್ಥೆಯ ವಿಶೇಷ ಪ್ರತಿನಿಧಿ ಗೈರ್ ಪೆಡರ್ಸನ್ ತಿಳಿಸಿದ್ದಾರೆ. ಸಿರಿಯಾ ಬಿಕ್ಕಟ್ಟಿಗೆ ಸೌಹಾರ್ದಯುತ ಪರಿಹಾರ ಕಂಡುಕೊಳ್ಳಬೇಕಿದೆ. ರಾಜಧಾನಿ ಡಮಾಸ್ಕಸ್‌ನಲ್ಲಿ ಪರಿಸ್ಥಿತಿ ಸೂಕ್ಷ್ಮವಾಗಿದೆ. ಸಿರಿಯಾ ಮತ್ತು ಸಿರಿಯಾದ ಜನರ ನಡುವಿನ ಕಲಹ ಮುಂದುವರೆಯುವುದನ್ನು ತಡೆಯಬೇಕಿದೆ ಎಂದು ಹೇಳಿದರು. ಯುರೋಪಿಯನ್ ಯೂನಿಯನ್ ನೊಂದಿಗೆ ಮಾತುಕತೆ ನಡೆಸಲಾಗುತ್ತಿದೆ. ಹೊಸ ಸರ್ಕಾರ ಎಲ್ಲರನ್ನೂ ಒಳಗೊಳ್ಳುವ ವ್ಯವಸ್ಥೆ ರೂಪಿಸಬೇಕು. ಜನಾಂಗೀಯ ಮತ್ತು ಧಾರ್ಮಿಕ ಸಮುದಾಯಗಳನ್ನು ಗೌರವಿಸಬೇಕು ಎಂದು ಸಲಹೆ ನೀಡಿದ್ದಾರೆ. ಹಿಂದಿನ ಅಸ್ಸಾದ್ ಸರ್ಕಾರದ ಪತನದ ನಂತರ ಸಿರಿಯಾದಲ್ಲಿ ರಾಜಕೀಯ ಅನಿಶ್ಚಿತತೆ ಉಂಟಾಗಿದೆ. ಜನರಿಗೆ ಮಾನವೀಯ ನೆರವು ತಲುಪಿಸುವುದು ಅತ್ಯಗತ್ಯ. ನಿರಾಶ್ರಿತರು ಸುರಕ್ಷಿತವಾಗಿ ಮರಳಲು ಅವಕಾಶ ನೀಡಬೇಕು. ಅಮೆರಿಕ ಸೇರಿದಂತೆ ಜಾಗತಿಕ ರಾಷ್ಟ್ರಗಳು ಸಿರಿಯಾದ ಸ್ಥಿರತೆಗೆ ಸಹಕರಿಸಬೇಕು ಎಂದು ಹೇಳಿದ್ದಾರೆ. ನೂತನ ಆಡಳಿತ ಜನರ ವಿಶ್ವಾಸ ಗಳಿಸಬೇಕು ಎಂದು ಸಿರಿಯಾದ ಪ್ರಸ್ತುತ ಪರಿಸ್ಥಿತಿ ಕುರಿತು ಹೇಳಿದ್ದಾರೆ. — [59, 2031, 587, 2244]
story-kejriwal — [481, 995, 1191, 1374]
side-text-syria: ಯುದ್ಧಪೀಡಿತ ಸಿರಿಯಾದಿಂದ 75 ಮಂದಿ ಭಾರತೀಯರನ್ನು ಸ್ಥಳಾಂತರಿಸಲಾಗಿದೆ ಎಂದು ವಿದೇಶಾಂಗ ವ್ಯವಹಾರಗಳ ಸಚಿವಾಲಯ ಬುಧವಾರ ಮಾಹಿತಿ ನೀಡಿದೆ. ಅಲ್ಲಿನ ವಿದೇಶದಲ್ಲಿರುವ ಭಾರತೀಯ ಪ್ರಜೆಗಳ ಸುರಕ್ಷತೆ ಮತ್ತು ಭದ್ರತೆಗೆ ಹೆಚ್ಚಿನ ಆದ್ಯತೆ ನೀಡಲಾಗಿದೆ ಎಂದು ಹೇಳಿದೆ. ಡಮಾಸ್ಕಸ್ ಮತ್ತು ಬೈರುತ್‌ನಲ್ಲಿರುವ ಭಾರತೀಯ ರಾಯಭಾರ ಕಚೇರಿಗಳ ಸಮನ್ವಯದೊಂದಿಗೆ ಸ್ಥಳಾಂತರ ಪ್ರಕ್ರಿಯೆ ನಡೆದಿದೆ. ಸಿರಿಯಾದಲ್ಲಿ ಬಂಡುಕೋರರು ರಾಜಧಾನಿ ಡಮಾಸ್ಕಸ್ ಅನ್ನು ವಶಪಡಿಸಿಕೊಂಡ ನಂತರ ಅಧ್ಯಕ್ಷ ಬಶರ್ ಅಲ್-ಅಸ್ಸಾದ್ ದೇಶ ತೊರೆದಿದ್ದರು. ಸ್ಥಳಾಂತರಗೊಂಡವರಲ್ಲಿ ಜಮ್ಮು ಮತ್ತು ಕಾಶ್ಮೀರದ 44 ಜೈರೀನ್‌ಗಳು ಸೇರಿದ್ದಾರೆ. ಅವರು ಲೆಬನಾನ್ ಮೂಲಕ ಭಾರತಕ್ಕೆ ಹಿಂದಿರುಗಲಿದ್ದಾರೆ. ಸಿರಿಯಾದಲ್ಲಿರುವ ಭಾರತೀಯ ಪ್ರಜೆಗಳು ರಾಯಭಾರ ಕಚೇರಿಯೊಂದಿಗೆ ಸಂಪರ್ಕದಲ್ಲಿರಬೇಕು ಎಂದು ಸಲಹೆ ನೀಡಲಾಗಿದೆ. ತುರ್ತು ಸಹಾಯವಾಣಿ ಸಂಖ್ಯೆ +963 993385973 (ವಾಟ್ಸಾಪ್‌ನಲ್ಲಿಯೂ ಸಹ) ಮತ್ತು ಇಮೇಲ್ ವಿಳಾಸಕ್ಕೆ ಸಂಪರ್ಕಿಸಬಹುದು ಎಂದು ತಿಳಿಸಲಾಗಿದೆ. ಸಿರಿಯಾದ ಪರಿಸ್ಥಿತಿಯನ್ನು ಸರ್ಕಾರ ನಿಕಟವಾಗಿ ಗಮನಿಸುತ್ತಿದೆ. — [1209, 985, 1516, 1148]
paper-logo: ಸಂಜೆ ಮುಗಿಲು — [1188, 13, 1344, 50]
